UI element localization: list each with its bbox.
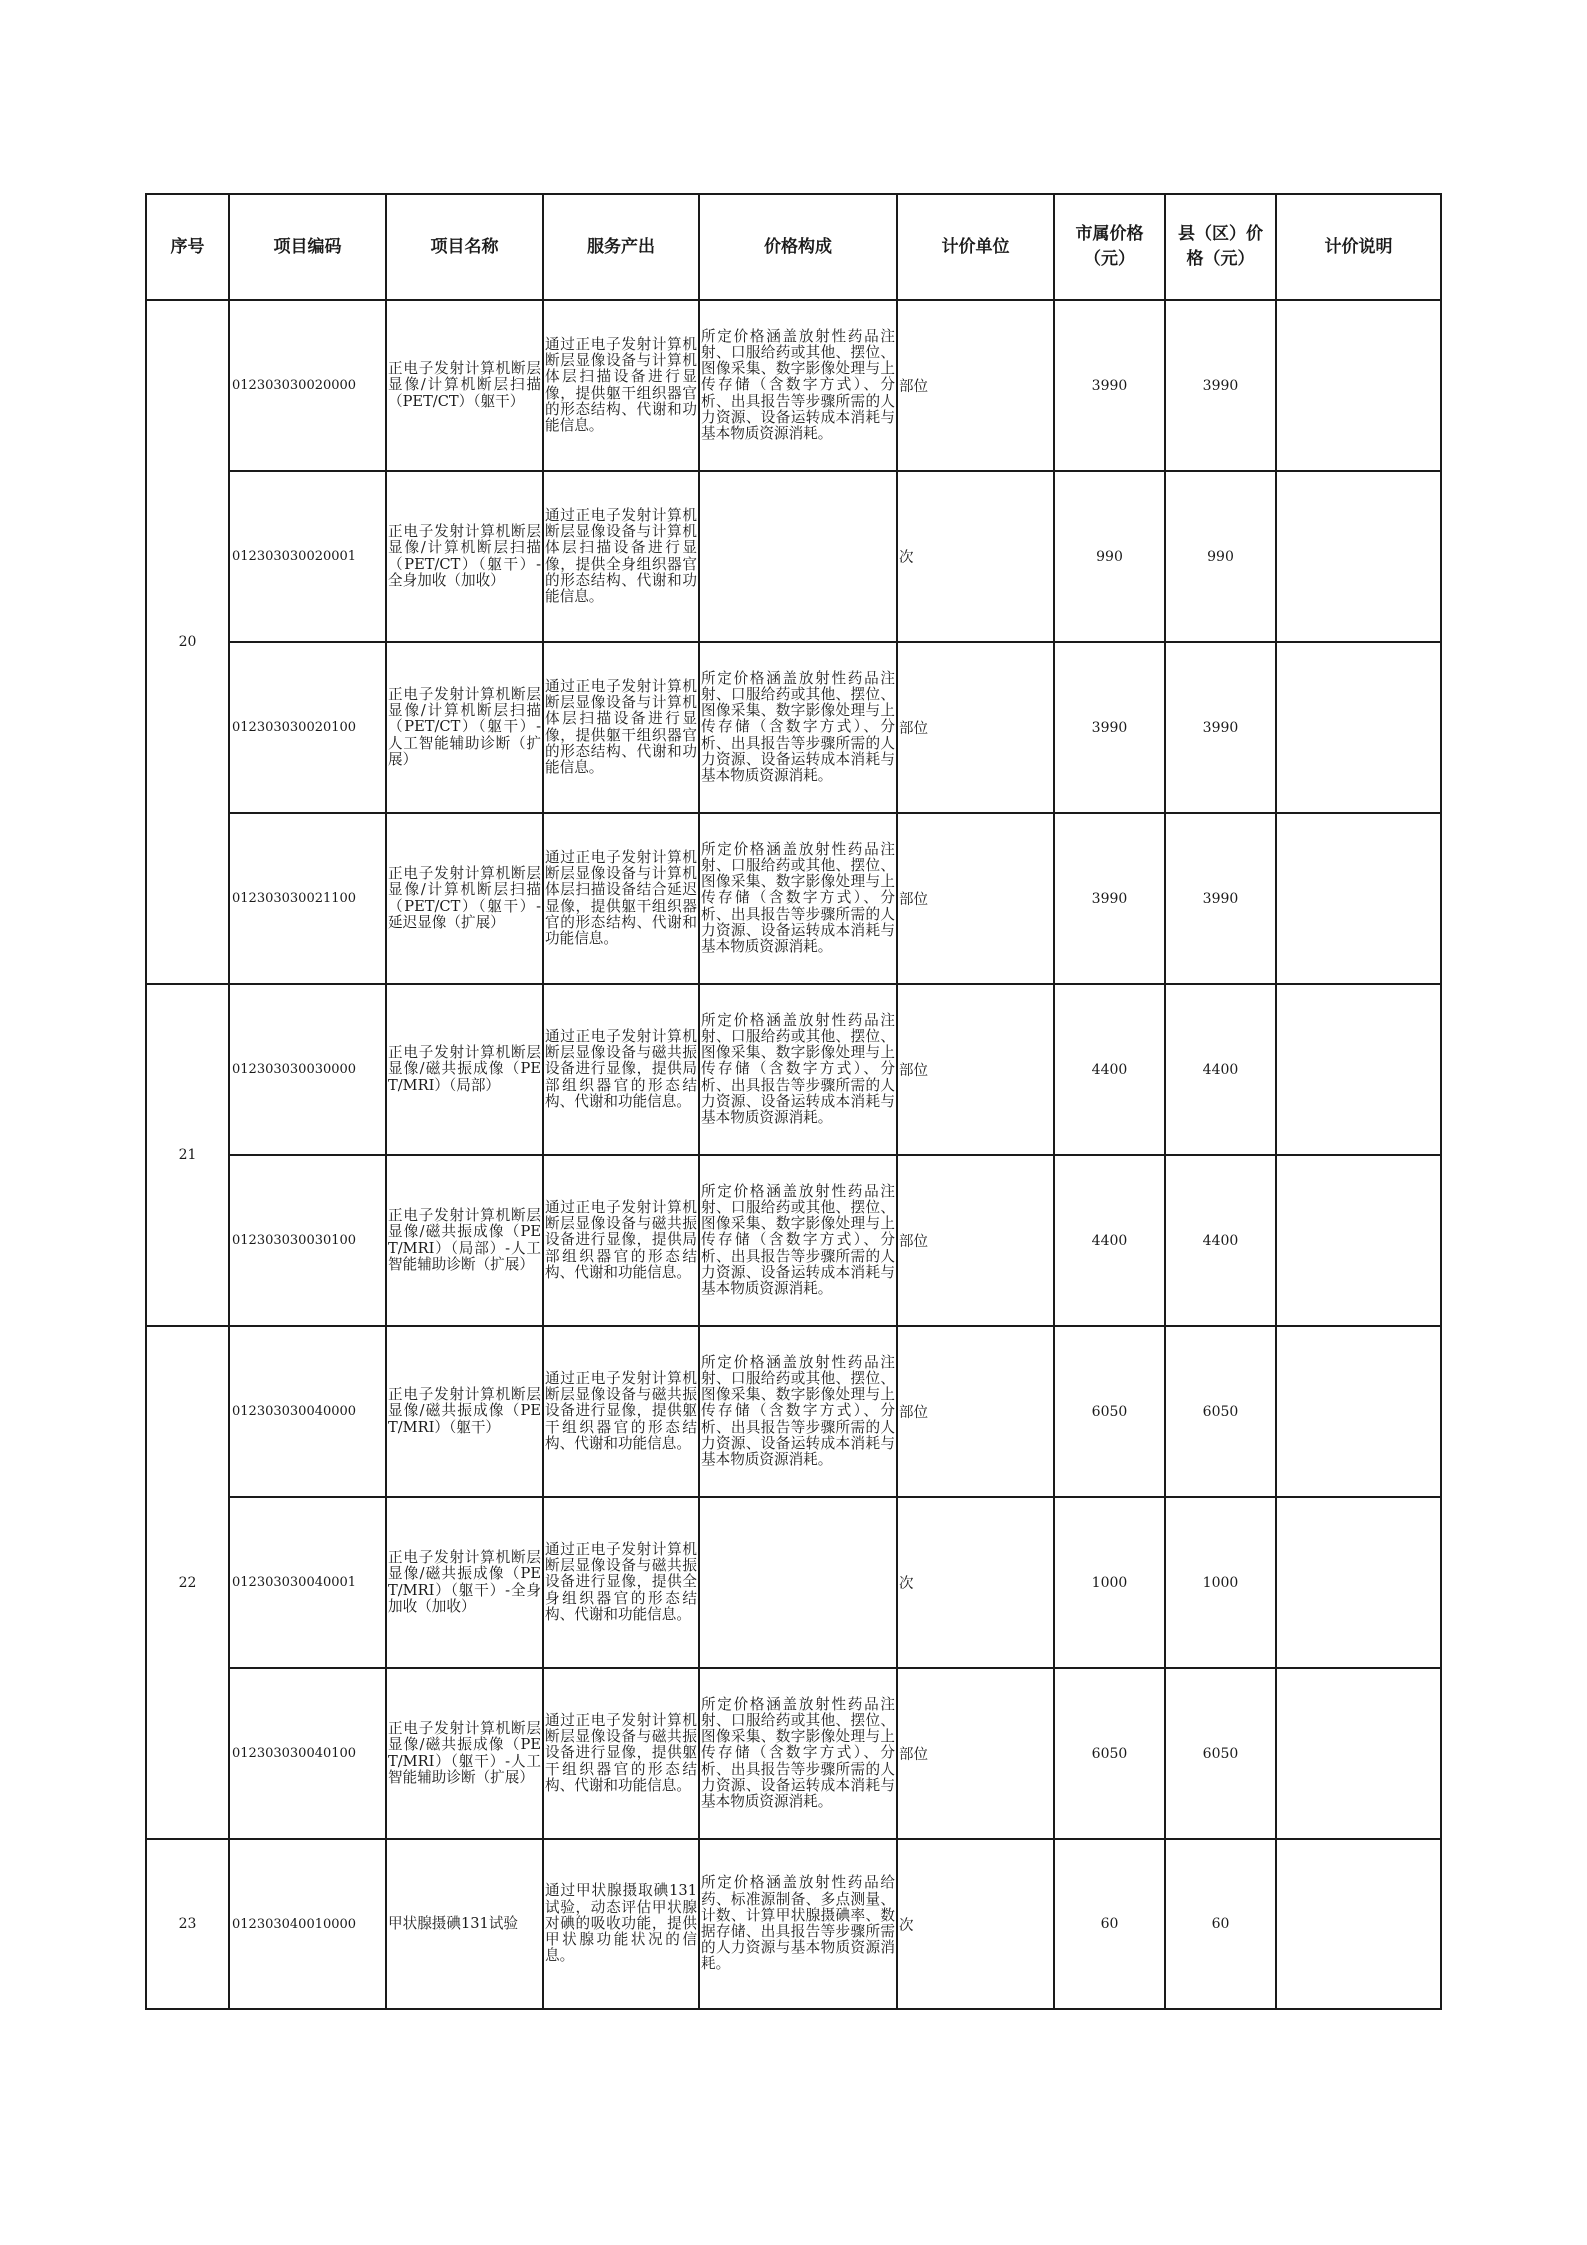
- table-row: [146, 1839, 1441, 2009]
- header-city-price: 市属价格（元）: [1054, 194, 1165, 300]
- table-row: [146, 471, 1441, 642]
- pricing-note: [1276, 1155, 1441, 1326]
- county-price: 3990: [1165, 300, 1276, 471]
- table-row: [146, 300, 1441, 471]
- service-output: 通过正电子发射计算机断层显像设备与磁共振设备进行显像，提供全身组织器官的形态结构、代谢和功能信息。: [543, 1497, 699, 1668]
- city-price: 4400: [1054, 984, 1165, 1155]
- county-price: 6050: [1165, 1326, 1276, 1497]
- price-composition: 所定价格涵盖放射性药品注射、口服给药或其他、摆位、图像采集、数字影像处理与上传存储（含数字方式）、分析、出具报告等步骤所需的人力资源、设备运转成本消耗与基本物质资源消耗。: [699, 1326, 897, 1497]
- service-output: 通过正电子发射计算机断层显像设备与计算机体层扫描设备进行显像，提供全身组织器官的形态结构、代谢和功能信息。: [543, 471, 699, 642]
- price-composition: 所定价格涵盖放射性药品注射、口服给药或其他、摆位、图像采集、数字影像处理与上传存储（含数字方式）、分析、出具报告等步骤所需的人力资源、设备运转成本消耗与基本物质资源消耗。: [699, 642, 897, 813]
- table-row: [146, 642, 1441, 813]
- header-composition: 价格构成: [699, 194, 897, 300]
- header-seq: 序号: [146, 194, 229, 300]
- item-name: 正电子发射计算机断层显像/计算机断层扫描（PET/CT）（躯干）-延迟显像（扩展）: [386, 813, 543, 984]
- table-row: [146, 1155, 1441, 1326]
- item-name: 正电子发射计算机断层显像/计算机断层扫描（PET/CT）（躯干）-人工智能辅助诊断（扩展）: [386, 642, 543, 813]
- item-code: 012303030020000: [229, 300, 386, 471]
- service-output: 通过正电子发射计算机断层显像设备与计算机体层扫描设备进行显像，提供躯干组织器官的形态结构、代谢和功能信息。: [543, 642, 699, 813]
- item-name: 正电子发射计算机断层显像/磁共振成像（PET/MRI）（局部）: [386, 984, 543, 1155]
- table-row: [146, 984, 1441, 1155]
- city-price: 1000: [1054, 1497, 1165, 1668]
- item-code: 012303030030100: [229, 1155, 386, 1326]
- pricing-note: [1276, 984, 1441, 1155]
- header-output: 服务产出: [543, 194, 699, 300]
- county-price: 60: [1165, 1839, 1276, 2009]
- pricing-note: [1276, 1839, 1441, 2009]
- pricing-note: [1276, 1326, 1441, 1497]
- service-output: 通过正电子发射计算机断层显像设备与磁共振设备进行显像，提供局部组织器官的形态结构、代谢和功能信息。: [543, 984, 699, 1155]
- item-code: 012303030030000: [229, 984, 386, 1155]
- pricing-note: [1276, 300, 1441, 471]
- item-code: 012303030020001: [229, 471, 386, 642]
- price-composition: 所定价格涵盖放射性药品注射、口服给药或其他、摆位、图像采集、数字影像处理与上传存储（含数字方式）、分析、出具报告等步骤所需的人力资源、设备运转成本消耗与基本物质资源消耗。: [699, 984, 897, 1155]
- item-name: 正电子发射计算机断层显像/计算机断层扫描（PET/CT）（躯干）: [386, 300, 543, 471]
- county-price: 990: [1165, 471, 1276, 642]
- pricing-unit: 部位: [897, 300, 1054, 471]
- city-price: 3990: [1054, 642, 1165, 813]
- county-price: 4400: [1165, 1155, 1276, 1326]
- item-code: 012303030040001: [229, 1497, 386, 1668]
- pricing-unit: 部位: [897, 813, 1054, 984]
- service-output: 通过正电子发射计算机断层显像设备与磁共振设备进行显像，提供躯干组织器官的形态结构、代谢和功能信息。: [543, 1326, 699, 1497]
- service-output: 通过正电子发射计算机断层显像设备与计算机体层扫描设备结合延迟显像，提供躯干组织器官的形态结构、代谢和功能信息。: [543, 813, 699, 984]
- header-unit: 计价单位: [897, 194, 1054, 300]
- table-row: [146, 813, 1441, 984]
- header-note: 计价说明: [1276, 194, 1441, 300]
- price-table: [145, 193, 1442, 2010]
- price-composition: 所定价格涵盖放射性药品注射、口服给药或其他、摆位、图像采集、数字影像处理与上传存储（含数字方式）、分析、出具报告等步骤所需的人力资源、设备运转成本消耗与基本物质资源消耗。: [699, 1668, 897, 1839]
- price-composition: [699, 471, 897, 642]
- city-price: 3990: [1054, 813, 1165, 984]
- pricing-unit: 部位: [897, 1155, 1054, 1326]
- city-price: 4400: [1054, 1155, 1165, 1326]
- pricing-unit: 部位: [897, 984, 1054, 1155]
- county-price: 4400: [1165, 984, 1276, 1155]
- item-name: 甲状腺摄碘131试验: [386, 1839, 543, 2009]
- price-composition: 所定价格涵盖放射性药品注射、口服给药或其他、摆位、图像采集、数字影像处理与上传存储（含数字方式）、分析、出具报告等步骤所需的人力资源、设备运转成本消耗与基本物质资源消耗。: [699, 813, 897, 984]
- item-code: 012303030020100: [229, 642, 386, 813]
- pricing-unit: 次: [897, 1839, 1054, 2009]
- group-seq: 20: [146, 300, 229, 984]
- county-price: 1000: [1165, 1497, 1276, 1668]
- service-output: 通过正电子发射计算机断层显像设备与磁共振设备进行显像，提供局部组织器官的形态结构、代谢和功能信息。: [543, 1155, 699, 1326]
- header-name: 项目名称: [386, 194, 543, 300]
- item-code: 012303030040100: [229, 1668, 386, 1839]
- county-price: 6050: [1165, 1668, 1276, 1839]
- pricing-unit: 部位: [897, 1326, 1054, 1497]
- group-seq: 23: [146, 1839, 229, 2009]
- price-composition: 所定价格涵盖放射性药品注射、口服给药或其他、摆位、图像采集、数字影像处理与上传存储（含数字方式）、分析、出具报告等步骤所需的人力资源、设备运转成本消耗与基本物质资源消耗。: [699, 300, 897, 471]
- city-price: 60: [1054, 1839, 1165, 2009]
- city-price: 3990: [1054, 300, 1165, 471]
- group-seq: 22: [146, 1326, 229, 1839]
- item-name: 正电子发射计算机断层显像/磁共振成像（PET/MRI）（躯干）-人工智能辅助诊断（扩展）: [386, 1668, 543, 1839]
- header-row: [146, 194, 1441, 300]
- item-code: 012303040010000: [229, 1839, 386, 2009]
- pricing-unit: 次: [897, 1497, 1054, 1668]
- item-name: 正电子发射计算机断层显像/磁共振成像（PET/MRI）（躯干）-全身加收（加收）: [386, 1497, 543, 1668]
- pricing-unit: 部位: [897, 1668, 1054, 1839]
- pricing-note: [1276, 1497, 1441, 1668]
- city-price: 990: [1054, 471, 1165, 642]
- item-name: 正电子发射计算机断层显像/磁共振成像（PET/MRI）（躯干）: [386, 1326, 543, 1497]
- service-output: 通过甲状腺摄取碘131试验，动态评估甲状腺对碘的吸收功能，提供甲状腺功能状况的信息。: [543, 1839, 699, 2009]
- pricing-note: [1276, 642, 1441, 813]
- price-composition: 所定价格涵盖放射性药品给药、标准源制备、多点测量、计数、计算甲状腺摄碘率、数据存储、出具报告等步骤所需的人力资源与基本物质资源消耗。: [699, 1839, 897, 2009]
- item-code: 012303030021100: [229, 813, 386, 984]
- pricing-unit: 部位: [897, 642, 1054, 813]
- city-price: 6050: [1054, 1326, 1165, 1497]
- county-price: 3990: [1165, 642, 1276, 813]
- county-price: 3990: [1165, 813, 1276, 984]
- table-row: [146, 1497, 1441, 1668]
- service-output: 通过正电子发射计算机断层显像设备与计算机体层扫描设备进行显像，提供躯干组织器官的形态结构、代谢和功能信息。: [543, 300, 699, 471]
- service-output: 通过正电子发射计算机断层显像设备与磁共振设备进行显像，提供躯干组织器官的形态结构、代谢和功能信息。: [543, 1668, 699, 1839]
- item-code: 012303030040000: [229, 1326, 386, 1497]
- group-seq: 21: [146, 984, 229, 1326]
- header-county-price: 县（区）价格（元）: [1165, 194, 1276, 300]
- item-name: 正电子发射计算机断层显像/磁共振成像（PET/MRI）（局部）-人工智能辅助诊断（扩展）: [386, 1155, 543, 1326]
- city-price: 6050: [1054, 1668, 1165, 1839]
- pricing-note: [1276, 1668, 1441, 1839]
- pricing-note: [1276, 471, 1441, 642]
- pricing-note: [1276, 813, 1441, 984]
- item-name: 正电子发射计算机断层显像/计算机断层扫描（PET/CT）（躯干）-全身加收（加收）: [386, 471, 543, 642]
- table-row: [146, 1326, 1441, 1497]
- pricing-unit: 次: [897, 471, 1054, 642]
- header-code: 项目编码: [229, 194, 386, 300]
- table-row: [146, 1668, 1441, 1839]
- price-composition: [699, 1497, 897, 1668]
- price-composition: 所定价格涵盖放射性药品注射、口服给药或其他、摆位、图像采集、数字影像处理与上传存储（含数字方式）、分析、出具报告等步骤所需的人力资源、设备运转成本消耗与基本物质资源消耗。: [699, 1155, 897, 1326]
